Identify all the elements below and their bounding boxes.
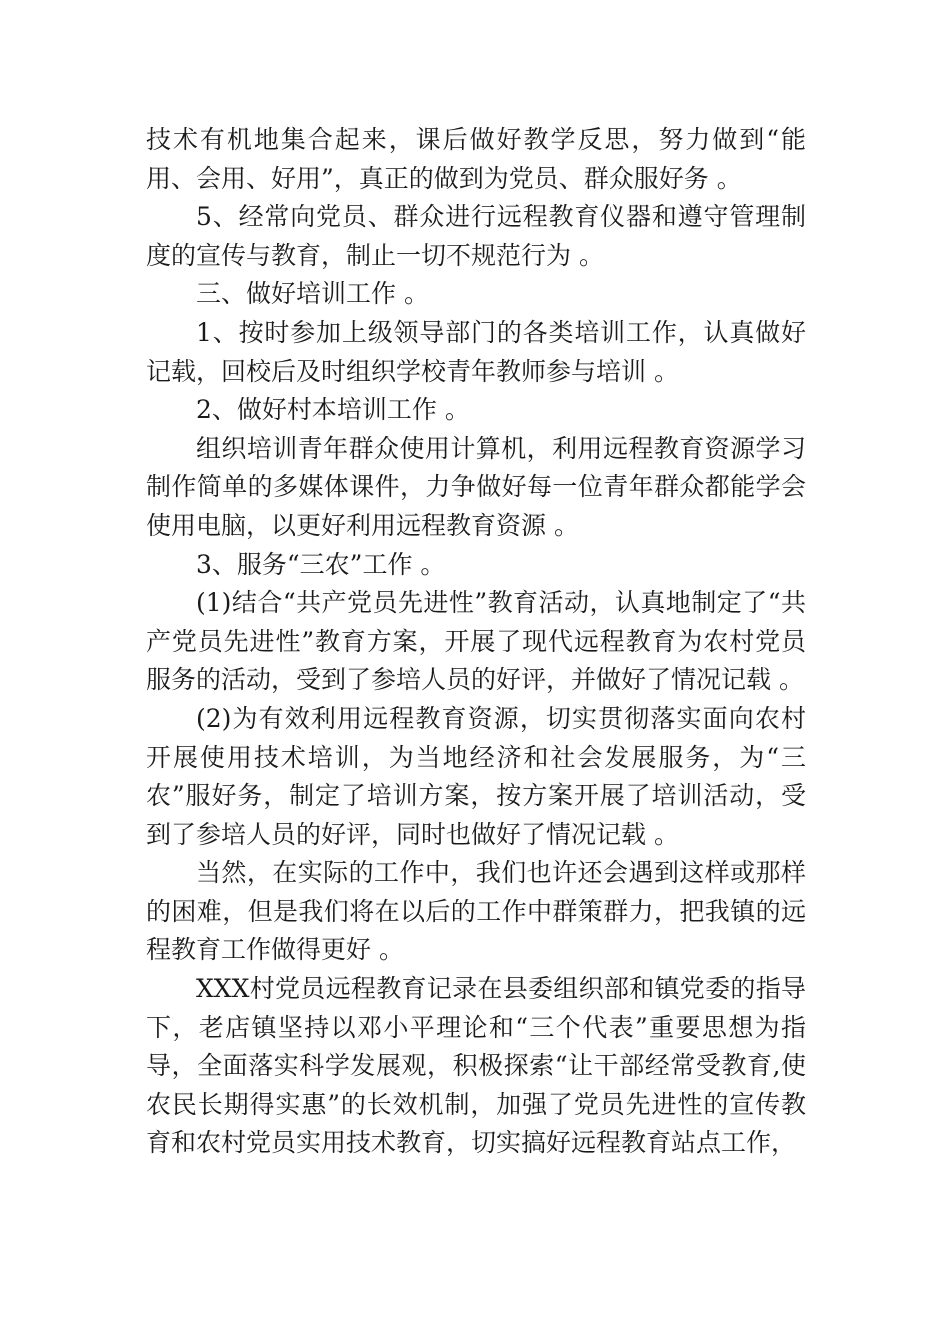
paragraph-village-record: XXX村党员远程教育记录在县委组织部和镇党委的指导下，老店镇坚持以邓小平理论和“三个代表”重要思想为指导，全面落实科学发展观，积极探索“让干部经常受教育,使农民长期得实惠”的长效机制，加强了党员先进性的宣传教育和农村党员实用技术教育，切实搞好远程教育站点工作， — [146, 974, 806, 1158]
paragraph-item-5: 5、经常向党员、群众进行远程教育仪器和遵守管理制度的宣传与教育，制止一切不规范行为 。 — [146, 202, 806, 270]
paragraph-conclusion: 当然，在实际的工作中，我们也许还会遇到这样或那样的困难，但是我们将在以后的工作中群策群力，把我镇的远程教育工作做得更好 。 — [146, 858, 806, 965]
paragraph-continuation: 技术有机地集合起来，课后做好教学反思，努力做到“能用、会用、好用”，真正的做到为党员、群众服好务 。 — [146, 125, 806, 193]
paragraph-subitem-2: (2)为有效利用远程教育资源，切实贯彻落实面向农村开展使用技术培训，为当地经济和社会发展服务，为“三农”服好务，制定了培训方案，按方案开展了培训活动，受到了参培人员的好评，同时也做好了情况记载 。 — [146, 703, 806, 849]
paragraph-subitem-1: (1)结合“共产党员先进性”教育活动，认真地制定了“共产党员先进性”教育方案，开展了现代远程教育为农村党员服务的活动，受到了参培人员的好评，并做好了情况记载 。 — [146, 588, 806, 695]
paragraph-computer-training: 组织培训青年群众使用计算机，利用远程教育资源学习制作简单的多媒体课件，力争做好每一位青年群众都能学会使用电脑，以更好利用远程教育资源 。 — [146, 433, 806, 540]
paragraph-item-3: 3、服务“三农”工作 。 — [196, 549, 446, 579]
document-body — [146, 121, 806, 1163]
section-heading-training: 三、做好培训工作 。 — [196, 279, 429, 309]
paragraph-item-1: 1、按时参加上级领导部门的各类培训工作，认真做好记载，回校后及时组织学校青年教师参与培训 。 — [146, 317, 806, 386]
paragraph-item-2: 2、做好村本培训工作 。 — [196, 395, 470, 425]
